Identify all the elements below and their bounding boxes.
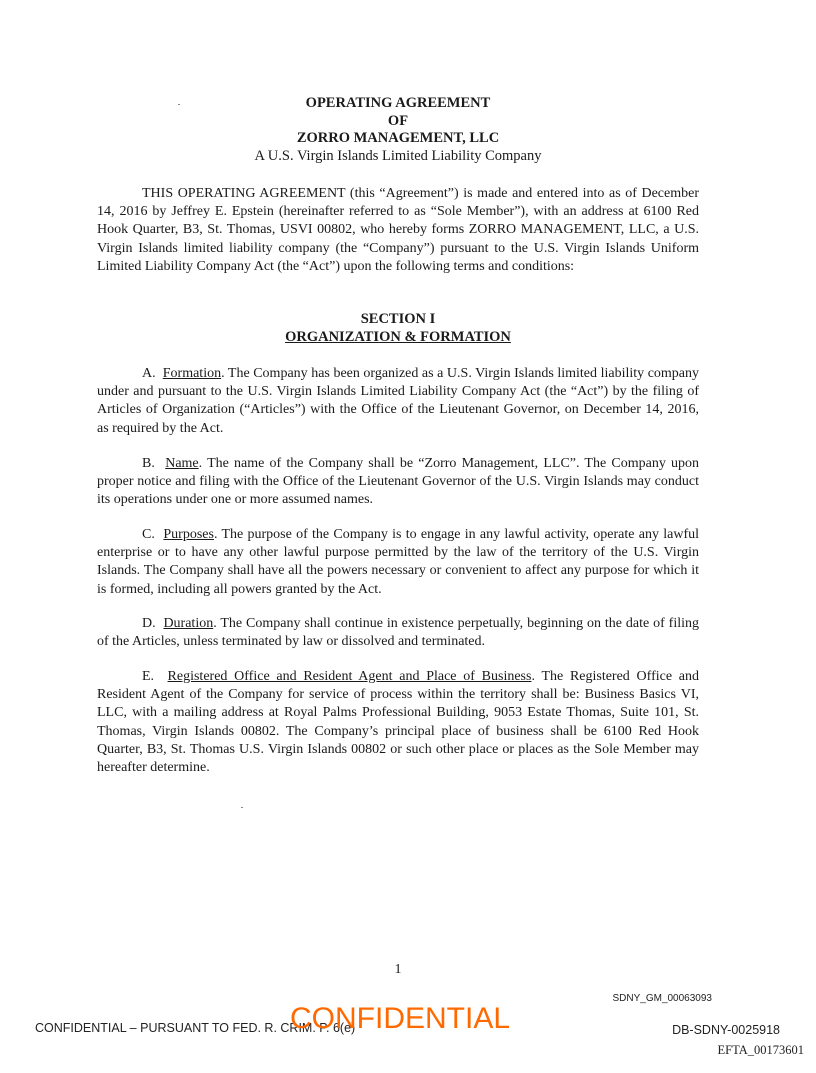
document-title-block — [0, 95, 796, 165]
paragraph-e — [97, 668, 699, 777]
paragraph-a-heading: Formation — [162, 366, 222, 381]
paragraph-b-body: . The name of the Company shall be “Zorro Management, LLC”. The Company upon proper notice and filing with the Office of the Lieutenant Governor of the U.S. Virgin Islands may conduct its operations under one or more assumed names. — [97, 456, 700, 508]
bates-number-bottom: DB-SDNY-0025918 — [672, 1023, 780, 1037]
paragraph-a-body: . The Company has been organized as a U.S. Virgin Islands limited liability company under and pursuant to the U.S. Virgin Islands Limited Liability Company Act (the “Act”) by the filing of Articles of Organization (“Articles”) with the Office of the Lieutenant Governor, on December 14, 2016, as required by the Act. — [97, 366, 700, 436]
paragraph-d — [97, 615, 699, 651]
paragraph-b-heading: Name — [165, 456, 199, 471]
confidential-stamp: CONFIDENTIAL — [290, 1002, 511, 1035]
efta-number: EFTA_00173601 — [717, 1043, 804, 1057]
paragraph-e-letter: E. — [142, 669, 155, 684]
section-title: ORGANIZATION & FORMATION — [285, 329, 511, 345]
confidentiality-notice: CONFIDENTIAL – PURSUANT TO FED. R. CRIM. P. 6(e) — [35, 1021, 356, 1035]
title-subtitle: A U.S. Virgin Islands Limited Liability Company — [254, 147, 542, 164]
paragraph-a — [97, 365, 699, 438]
paragraph-b — [97, 455, 699, 510]
paragraph-c-body: . The purpose of the Company is to engage in any lawful activity, operate any lawful enterprise or to have any other lawful purpose permitted by the law of the territory of the U.S. Virgin Islands. The Company shall have all the powers necessary or convenient to affect any purpose for which it is formed, including all powers granted by the Act. — [97, 527, 699, 597]
title-line-1: OPERATING AGREEMENT — [305, 95, 491, 111]
page-number: 1 — [394, 962, 402, 977]
paragraph-d-body: . The Company shall continue in existence perpetually, beginning on the date of filing of the Articles, unless terminated by law or dissolved and terminated. — [97, 616, 700, 650]
paragraph-e-body: . The Registered Office and Resident Agent of the Company for service of process within the territory shall be: Business Basics VI, LLC, with a mailing address at Royal Palms Professional Building, 9053 Estate Thomas, Suite 101, St. Thomas, Virgin Islands 00802. The Company’s principal place of business shall be 6100 Red Hook Quarter, B3, St. Thomas U.S. Virgin Islands 00802 or such other place or places as the Sole Member may hereafter determine. — [97, 669, 699, 776]
paragraph-c — [97, 526, 699, 599]
title-line-2: OF — [387, 112, 409, 129]
bates-number-top: SDNY_GM_00063093 — [612, 993, 712, 1004]
paragraph-e-heading: Registered Office and Resident Agent and Place of Business — [167, 669, 532, 684]
title-line-3: ZORRO MANAGEMENT, LLC — [296, 130, 500, 146]
paragraph-d-letter: D. — [142, 616, 156, 631]
scan-speck — [241, 807, 243, 808]
paragraph-c-heading: Purposes — [163, 527, 214, 542]
paragraph-b-letter: B. — [142, 456, 155, 471]
section-number: SECTION I — [360, 311, 436, 327]
intro-paragraph: THIS OPERATING AGREEMENT (this “Agreement”) is made and entered into as of December 14, 2016 by Jeffrey E. Epstein (hereinafter referred to as “Sole Member”), with an address at 6100 Red Hook Quarter, B3, St. Thomas, USVI 00802, who hereby forms ZORRO MANAGEMENT, LLC, a U.S. Virgin Islands limited liability company (the “Company”) pursuant to the U.S. Virgin Islands Uniform Limited Liability Company Act (the “Act”) upon the following terms and conditions: — [97, 186, 699, 274]
paragraph-d-heading: Duration — [163, 616, 214, 631]
paragraph-c-letter: C. — [142, 527, 155, 542]
paragraph-a-letter: A. — [142, 366, 156, 381]
